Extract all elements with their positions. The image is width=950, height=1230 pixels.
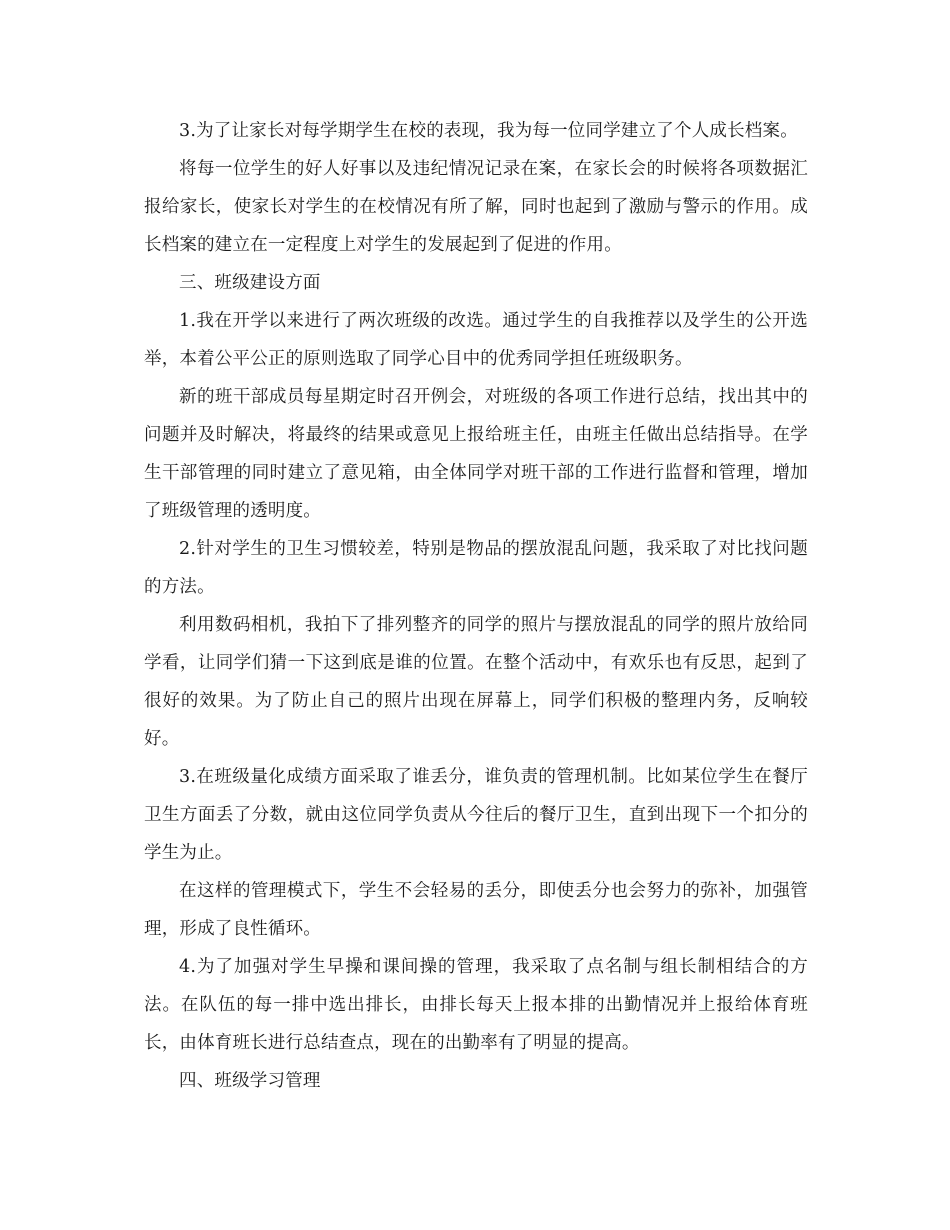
paragraph-camera-photos: 利用数码相机，我拍下了排列整齐的同学的照片与摆放混乱的同学的照片放给同学看，让同学们猜一下这到底是谁的位置。在整个活动中，有欢乐也有反思，起到了很好的效果。为了防止自己的照片出现在屏幕上，同学们积极的整理内务，反响较好。 — [144, 615, 808, 749]
paragraph-management-mode: 在这样的管理模式下，学生不会轻易的丢分，即使丢分也会努力的弥补，加强管理，形成了良性循环。 — [144, 881, 808, 939]
paragraph-score-responsibility: 3.在班级量化成绩方面采取了谁丢分，谁负责的管理机制。比如某位学生在餐厅卫生方面丢了分数，就由这位同学负责从今往后的餐厅卫生，直到出现下一个扣分的学生为止。 — [144, 767, 808, 863]
paragraph-exercise-management: 4.为了加强对学生早操和课间操的管理，我采取了点名制与组长制相结合的方法。在队伍的每一排中选出排长，由排长每天上报本排的出勤情况并上报给体育班长，由体育班长进行总结查点，现在的出勤率有了明显的提高。 — [144, 957, 808, 1053]
paragraph-archive-records: 将每一位学生的好人好事以及违纪情况记录在案，在家长会的时候将各项数据汇报给家长，使家长对学生的在校情况有所了解，同时也起到了激励与警示的作用。成长档案的建立在一定程度上对学生的发展起到了促进的作用。 — [144, 159, 808, 255]
paragraph-hygiene-habits: 2.针对学生的卫生习惯较差，特别是物品的摆放混乱问题，我采取了对比找问题的方法。 — [144, 539, 808, 597]
paragraph-class-committee: 新的班干部成员每星期定时召开例会，对班级的各项工作进行总结，找出其中的问题并及时解决，将最终的结果或意见上报给班主任，由班主任做出总结指导。在学生干部管理的同时建立了意见箱，由全体同学对班干部的工作进行监督和管理，增加了班级管理的透明度。 — [144, 387, 808, 521]
section-heading-study-management: 四、班级学习管理 — [179, 1071, 321, 1091]
paragraph-student-archive: 3.为了让家长对每学期学生在校的表现，我为每一位同学建立了个人成长档案。 — [179, 121, 798, 141]
paragraph-class-election: 1.我在开学以来进行了两次班级的改选。通过学生的自我推荐以及学生的公开选举，本着公平公正的原则选取了同学心目中的优秀同学担任班级职务。 — [144, 311, 808, 369]
document-page — [144, 112, 808, 1100]
section-heading-class-construction: 三、班级建设方面 — [179, 273, 321, 293]
